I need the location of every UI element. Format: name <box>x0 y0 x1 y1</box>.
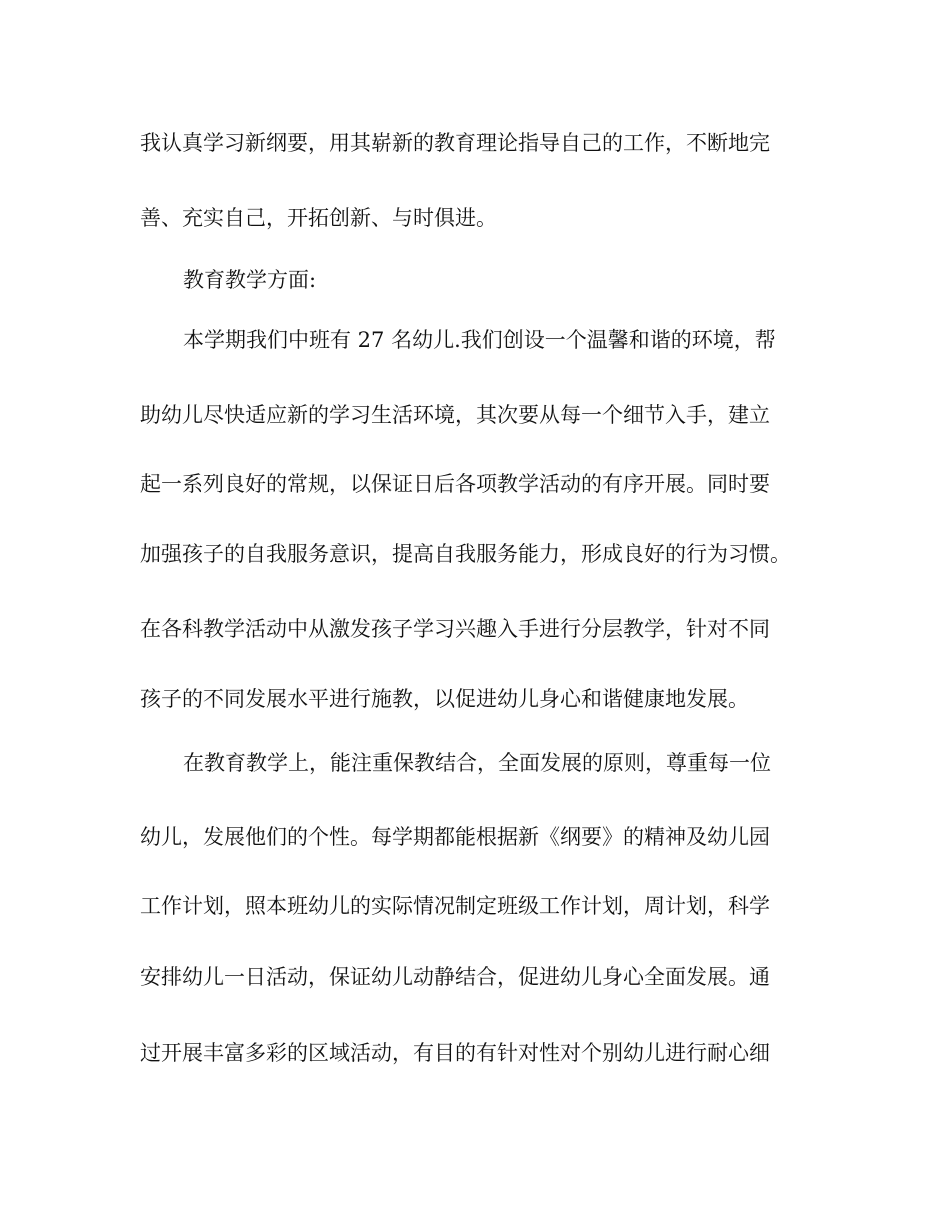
text-line: 过开展丰富多彩的区域活动，有目的有针对性对个别幼儿进行耐心细 <box>140 1041 770 1065</box>
text-line: 工作计划，照本班幼儿的实际情况制定班级工作计划，周计划，科学 <box>140 894 770 918</box>
text-line: 善、充实自己，开拓创新、与时俱进。 <box>140 206 497 230</box>
text-line: 在各科教学活动中从激发孩子学习兴趣入手进行分层教学，针对不同 <box>140 617 770 641</box>
paragraph-start-line: 在教育教学上，能注重保教结合，全面发展的原则，尊重每一位 <box>183 751 771 775</box>
text-line: 加强孩子的自我服务意识，提高自我服务能力，形成良好的行为习惯。 <box>140 542 791 566</box>
text-line: 起一系列良好的常规，以保证日后各项教学活动的有序开展。同时要 <box>140 472 770 496</box>
section-heading: 教育教学方面: <box>183 268 317 292</box>
text-line: 我认真学习新纲要，用其崭新的教育理论指导自己的工作，不断地完 <box>140 131 770 155</box>
text-line: 幼儿，发展他们的个性。每学期都能根据新《纲要》的精神及幼儿园 <box>140 825 770 849</box>
text-line: 助幼儿尽快适应新的学习生活环境，其次要从每一个细节入手，建立 <box>140 403 770 427</box>
text-line: 安排幼儿一日活动，保证幼儿动静结合，促进幼儿身心全面发展。通 <box>140 965 770 989</box>
text-line: 孩子的不同发展水平进行施教，以促进幼儿身心和谐健康地发展。 <box>140 687 749 711</box>
paragraph-start-line: 本学期我们中班有 27 名幼儿.我们创设一个温馨和谐的环境，帮 <box>183 328 776 352</box>
